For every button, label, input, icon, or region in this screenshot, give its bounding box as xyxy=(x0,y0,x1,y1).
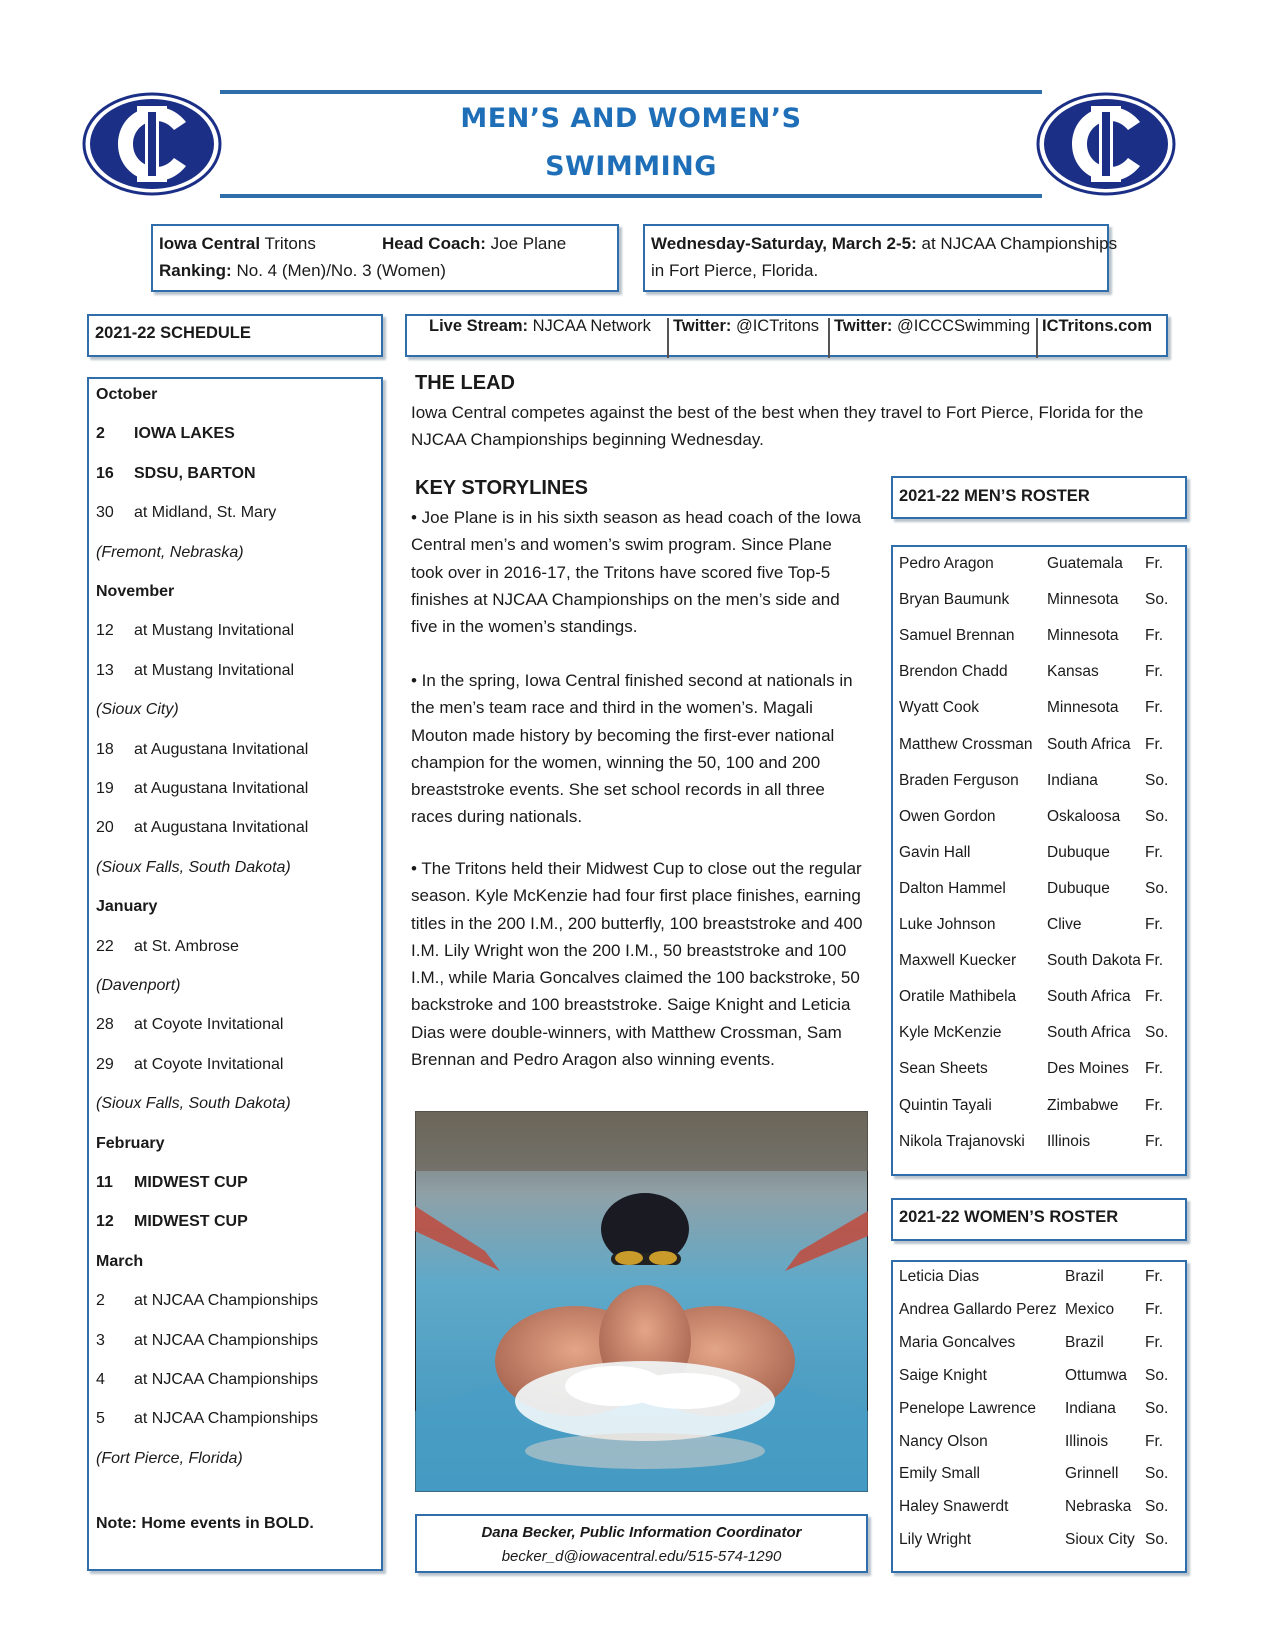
coach-name: Joe Plane xyxy=(485,234,567,253)
player-year: Fr. xyxy=(1145,735,1164,753)
live-stream-link[interactable] xyxy=(429,317,651,336)
schedule-location xyxy=(96,701,179,723)
team-line xyxy=(159,234,316,254)
event-date: 19 xyxy=(96,780,114,797)
event-date: 12 xyxy=(96,622,114,640)
divider xyxy=(1036,318,1038,358)
player-year: Fr. xyxy=(1145,1268,1164,1285)
player-year: So. xyxy=(1145,879,1169,897)
schedule-month xyxy=(96,583,174,605)
live-stream-value: NJCAA Network xyxy=(528,317,651,335)
event-date: 2 xyxy=(96,1292,105,1310)
twitter-handle: @ICTritons xyxy=(731,317,820,335)
player-name: Wyatt Cook xyxy=(899,699,979,717)
event-name: at Mustang Invitational xyxy=(134,661,295,679)
month-label: November xyxy=(96,583,175,600)
player-name: Andrea Gallardo Perez xyxy=(899,1300,1057,1318)
player-hometown: Indiana xyxy=(1047,771,1098,789)
player-hometown: Grinnell xyxy=(1065,1465,1119,1483)
player-hometown: Oskaloosa xyxy=(1047,807,1121,825)
player-year: Fr. xyxy=(1145,627,1164,645)
lead-text: Iowa Central competes against the best of the best when they travel to Fort Pierce, Florida for the NJCAA Championships beginning Wednesday. xyxy=(411,403,1144,450)
storyline-paragraph: • The Tritons held their Midwest Cup to close out the regular season. Kyle McKenzie had four first place finishes, earning titles in the 200 I.M., 200 butterfly, 100 breaststroke and 400 I.M. Lily Wright won the 200 I.M., 50 breaststroke and 100 I.M., while Maria Goncalves claimed the 100 backstroke, 50 backstroke and 100 breaststroke. Saige Knight and Leticia Dias were double-winners, with Matthew Crossman, Sam Brennan and Pedro Aragon also winning events. xyxy=(411,859,863,1070)
player-name: Oratile Mathibela xyxy=(899,988,1017,1006)
schedule-heading: 2021-22 SCHEDULE xyxy=(95,324,251,342)
player-hometown: Minnesota xyxy=(1047,699,1119,717)
player-hometown: Mexico xyxy=(1065,1300,1115,1318)
twitter-ictritons-link[interactable] xyxy=(673,317,819,336)
event-date: 13 xyxy=(96,661,114,679)
player-hometown: Illinois xyxy=(1065,1432,1109,1450)
title-rule-top xyxy=(220,90,1042,94)
player-hometown: Brazil xyxy=(1065,1268,1104,1285)
swimmer-photo xyxy=(415,1111,868,1492)
player-name: Luke Johnson xyxy=(899,916,996,933)
player-year: So. xyxy=(1145,771,1169,789)
event-date: 12 xyxy=(96,1213,114,1231)
player-name: Penelope Lawrence xyxy=(899,1399,1037,1417)
event-name: at Augustana Invitational xyxy=(134,740,309,758)
schedule-note: Note: Home events in BOLD. xyxy=(96,1515,314,1532)
womens-roster-heading: 2021-22 WOMEN’S ROSTER xyxy=(899,1208,1119,1226)
player-name: Samuel Brennan xyxy=(899,627,1015,645)
contact-name: Dana Becker, Public Information Coordinator xyxy=(481,1524,802,1541)
player-year: So. xyxy=(1145,591,1169,609)
player-year: So. xyxy=(1145,1531,1169,1549)
player-year: Fr. xyxy=(1145,663,1164,681)
event-date: 20 xyxy=(96,819,114,837)
player-hometown: Zimbabwe xyxy=(1047,1096,1119,1114)
player-year: So. xyxy=(1145,1465,1169,1483)
player-hometown: Des Moines xyxy=(1047,1060,1129,1078)
player-year: Fr. xyxy=(1145,916,1164,933)
player-name: Haley Snawerdt xyxy=(899,1498,1009,1516)
event-date: 28 xyxy=(96,1016,114,1034)
player-hometown: Dubuque xyxy=(1047,843,1110,861)
player-year: Fr. xyxy=(1145,555,1164,572)
schedule-location xyxy=(96,544,244,566)
player-year: So. xyxy=(1145,1024,1169,1042)
schedule-location xyxy=(96,859,291,881)
schedule-month xyxy=(96,1135,164,1157)
player-name: Saige Knight xyxy=(899,1366,987,1384)
event-name: at Augustana Invitational xyxy=(134,780,309,797)
contact-details[interactable]: becker_d@iowacentral.edu/515-574-1290 xyxy=(501,1548,782,1565)
location-label: (Fremont, Nebraska) xyxy=(96,543,244,561)
twitter-handle: @ICCCSwimming xyxy=(892,317,1031,335)
title-rule-bottom xyxy=(220,194,1042,198)
player-name: Nancy Olson xyxy=(899,1432,988,1450)
event-name: MIDWEST CUP xyxy=(134,1213,248,1231)
event-date: 22 xyxy=(96,937,114,955)
event-name: at Augustana Invitational xyxy=(134,819,309,837)
event-date: 29 xyxy=(96,1055,114,1073)
player-hometown: Ottumwa xyxy=(1065,1366,1128,1384)
player-hometown: Minnesota xyxy=(1047,591,1119,609)
divider xyxy=(667,318,669,358)
player-name: Emily Small xyxy=(899,1465,980,1483)
mens-roster-heading: 2021-22 MEN’S ROSTER xyxy=(899,487,1090,505)
schedule-location xyxy=(96,977,180,999)
coach-label: Head Coach: xyxy=(382,234,486,253)
event-date-line xyxy=(651,234,1117,254)
player-name: Maria Goncalves xyxy=(899,1333,1016,1351)
location-label: (Sioux Falls, South Dakota) xyxy=(96,1095,291,1113)
player-name: Sean Sheets xyxy=(899,1060,988,1078)
player-year: So. xyxy=(1145,1498,1169,1516)
storyline-paragraph: • Joe Plane is in his sixth season as head coach of the Iowa Central men’s and women’s swim program. Since Plane took over in 2016-17, the Tritons have scored five Top-5 finishes at NJCAA Championships on the men’s side and five in the women’s standings. xyxy=(411,508,862,637)
event-date: 4 xyxy=(96,1371,105,1388)
player-name: Pedro Aragon xyxy=(899,555,994,572)
location-label: (Fort Pierce, Florida) xyxy=(96,1449,243,1467)
website-link[interactable]: ICTritons.com xyxy=(1042,317,1153,335)
month-label: January xyxy=(96,898,158,916)
divider xyxy=(828,318,830,358)
player-hometown: Brazil xyxy=(1065,1333,1104,1351)
schedule-month xyxy=(96,386,157,408)
player-year: Fr. xyxy=(1145,699,1164,717)
player-year: Fr. xyxy=(1145,1333,1164,1351)
event-date: 2 xyxy=(96,425,105,443)
player-hometown: Kansas xyxy=(1047,663,1099,681)
event-date: 30 xyxy=(96,504,114,522)
event-name: SDSU, BARTON xyxy=(134,464,256,482)
player-hometown: Dubuque xyxy=(1047,879,1110,897)
player-year: Fr. xyxy=(1145,1300,1164,1318)
schedule-month xyxy=(96,1253,143,1275)
event-date: 18 xyxy=(96,740,114,758)
location-label: (Sioux Falls, South Dakota) xyxy=(96,858,291,876)
page-title-line1: MEN’S AND WOMEN’S xyxy=(460,103,802,134)
twitter-label: Twitter: xyxy=(673,317,732,335)
event-place-line: in Fort Pierce, Florida. xyxy=(651,261,819,280)
event-date: 3 xyxy=(96,1331,105,1349)
schedule-location xyxy=(96,1095,291,1117)
player-year: Fr. xyxy=(1145,1132,1164,1150)
player-hometown: South Africa xyxy=(1047,1024,1131,1042)
player-hometown: Clive xyxy=(1047,916,1082,933)
player-name: Quintin Tayali xyxy=(899,1096,992,1114)
event-name: at NJCAA Championships xyxy=(134,1410,319,1428)
player-year: So. xyxy=(1145,1366,1169,1384)
team-name: Tritons xyxy=(260,234,316,253)
player-year: Fr. xyxy=(1145,988,1164,1006)
ic-logo-icon xyxy=(82,92,222,196)
event-name: at St. Ambrose xyxy=(134,937,239,955)
player-hometown: Indiana xyxy=(1065,1399,1116,1417)
ranking-value: No. 4 (Men)/No. 3 (Women) xyxy=(231,261,446,280)
event-name: at Midland, St. Mary xyxy=(134,504,277,522)
event-name: at NJCAA Championships xyxy=(134,1371,319,1388)
month-label: March xyxy=(96,1252,144,1270)
event-name: at Coyote Invitational xyxy=(134,1055,284,1073)
location-label: (Davenport) xyxy=(96,977,181,994)
player-name: Dalton Hammel xyxy=(899,879,1006,897)
player-name: Leticia Dias xyxy=(899,1268,980,1285)
player-year: Fr. xyxy=(1145,1096,1164,1114)
player-hometown: Minnesota xyxy=(1047,627,1119,645)
player-name: Braden Ferguson xyxy=(899,771,1019,789)
twitter-label: Twitter: xyxy=(834,317,893,335)
player-year: Fr. xyxy=(1145,952,1164,970)
event-date: 16 xyxy=(96,464,114,482)
player-name: Kyle McKenzie xyxy=(899,1024,1002,1042)
player-hometown: Sioux City xyxy=(1065,1531,1135,1549)
page-title-line2: SWIMMING xyxy=(545,151,717,182)
event-name: at NJCAA Championships xyxy=(134,1331,319,1349)
player-year: So. xyxy=(1145,1399,1169,1417)
storylines-heading: KEY STORYLINES xyxy=(415,477,589,499)
event-date-label: Wednesday-Saturday, March 2-5: xyxy=(651,234,917,253)
ranking-label: Ranking: xyxy=(159,261,232,280)
ic-logo-icon xyxy=(1036,92,1176,196)
player-name: Brendon Chadd xyxy=(899,663,1008,681)
team-label: Iowa Central xyxy=(159,234,261,253)
player-hometown: Guatemala xyxy=(1047,555,1123,572)
player-year: Fr. xyxy=(1145,1432,1164,1450)
player-name: Nikola Trajanovski xyxy=(899,1132,1025,1150)
event-name: MIDWEST CUP xyxy=(134,1174,248,1191)
event-name: at Coyote Invitational xyxy=(134,1016,284,1034)
player-year: So. xyxy=(1145,807,1169,825)
month-label: October xyxy=(96,386,158,403)
coach-line xyxy=(382,234,566,254)
event-name: at Mustang Invitational xyxy=(134,622,295,640)
lead-heading: THE LEAD xyxy=(415,372,515,394)
player-year: Fr. xyxy=(1145,1060,1164,1078)
player-name: Matthew Crossman xyxy=(899,735,1033,753)
event-date: 11 xyxy=(96,1174,113,1191)
twitter-icccswimming-link[interactable] xyxy=(834,317,1030,336)
player-name: Owen Gordon xyxy=(899,807,996,825)
player-hometown: South Dakota xyxy=(1047,952,1141,970)
schedule-location xyxy=(96,1450,243,1472)
player-hometown: South Africa xyxy=(1047,735,1131,753)
storyline-paragraph: • In the spring, Iowa Central finished second at nationals in the men’s team race and third in the women’s. Magali Mouton made history by becoming the first-ever national champion for the women, winning the 50, 100 and 200 breaststroke events. She set school records in all three races during nationals. xyxy=(411,671,853,827)
schedule-month xyxy=(96,898,157,920)
live-stream-label: Live Stream: xyxy=(429,317,529,335)
player-hometown: South Africa xyxy=(1047,988,1131,1006)
location-label: (Sioux City) xyxy=(96,701,179,719)
event-date: 5 xyxy=(96,1410,105,1428)
ranking-line xyxy=(159,261,446,281)
player-name: Maxwell Kuecker xyxy=(899,952,1017,970)
month-label: February xyxy=(96,1134,165,1152)
player-year: Fr. xyxy=(1145,843,1164,861)
player-hometown: Illinois xyxy=(1047,1132,1091,1150)
player-name: Gavin Hall xyxy=(899,843,971,861)
event-name: IOWA LAKES xyxy=(134,425,235,443)
event-location: at NJCAA Championships xyxy=(916,234,1118,253)
player-name: Lily Wright xyxy=(899,1531,972,1549)
player-name: Bryan Baumunk xyxy=(899,591,1010,609)
event-name: at NJCAA Championships xyxy=(134,1292,319,1310)
player-hometown: Nebraska xyxy=(1065,1498,1132,1516)
